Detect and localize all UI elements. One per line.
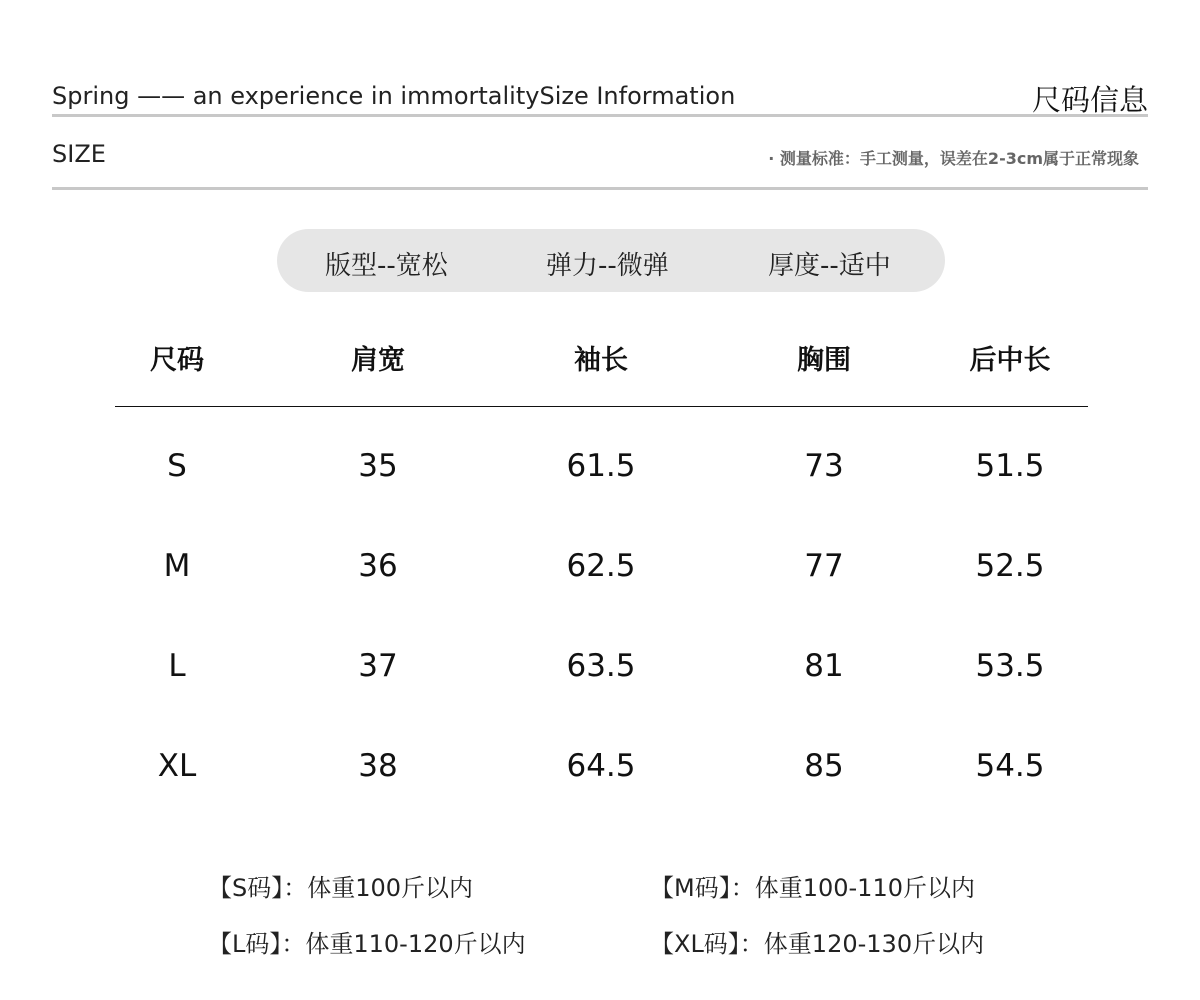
column-header-size: 尺码 bbox=[150, 345, 204, 376]
table-cell: 81 bbox=[804, 648, 844, 684]
table-cell: 64.5 bbox=[566, 748, 636, 784]
table-row bbox=[115, 448, 1088, 498]
table-cell: 62.5 bbox=[566, 548, 636, 584]
table-cell: 85 bbox=[804, 748, 844, 784]
table-cell: L bbox=[168, 648, 186, 684]
attribute-stretch: 弹力--微弹 bbox=[546, 251, 669, 281]
table-cell: 37 bbox=[358, 648, 398, 684]
page-header bbox=[52, 78, 1148, 117]
header-divider bbox=[52, 114, 1148, 117]
weight-note-l: 【L码】：体重110-120斤以内 bbox=[208, 930, 526, 958]
table-cell: 73 bbox=[804, 448, 844, 484]
table-cell: 35 bbox=[358, 448, 398, 484]
table-header-divider bbox=[115, 406, 1088, 407]
table-cell: 36 bbox=[358, 548, 398, 584]
weight-note-s: 【S码】：体重100斤以内 bbox=[208, 874, 474, 902]
table-cell: M bbox=[163, 548, 191, 584]
weight-note-m: 【M码】：体重100-110斤以内 bbox=[650, 874, 975, 902]
table-cell: 54.5 bbox=[975, 748, 1045, 784]
table-cell: 61.5 bbox=[566, 448, 636, 484]
column-header-sleeve: 袖长 bbox=[574, 345, 628, 376]
weight-note-xl: 【XL码】：体重120-130斤以内 bbox=[650, 930, 985, 958]
table-row bbox=[115, 748, 1088, 798]
tagline: Spring —— an experience in immortalitySize Information bbox=[52, 82, 736, 110]
section-label: SIZE bbox=[52, 140, 106, 168]
attribute-bar bbox=[277, 229, 945, 292]
table-cell: 38 bbox=[358, 748, 398, 784]
column-header-chest: 胸围 bbox=[797, 345, 851, 376]
table-cell: 51.5 bbox=[975, 448, 1045, 484]
table-cell: 53.5 bbox=[975, 648, 1045, 684]
section-divider bbox=[52, 187, 1148, 190]
table-cell: 52.5 bbox=[975, 548, 1045, 584]
attribute-thickness: 厚度--适中 bbox=[768, 251, 891, 281]
column-header-back-length: 后中长 bbox=[969, 345, 1051, 376]
table-cell: 77 bbox=[804, 548, 844, 584]
column-header-shoulder: 肩宽 bbox=[351, 345, 405, 376]
table-row bbox=[115, 648, 1088, 698]
table-cell: S bbox=[167, 448, 187, 484]
page-title: 尺码信息 bbox=[1031, 83, 1148, 117]
table-cell: 63.5 bbox=[566, 648, 636, 684]
table-row bbox=[115, 548, 1088, 598]
table-cell: XL bbox=[157, 748, 197, 784]
measurement-note: · 测量标准：手工测量，误差在2-3cm属于正常现象 bbox=[768, 149, 1139, 168]
attribute-fit: 版型--宽松 bbox=[325, 251, 448, 281]
